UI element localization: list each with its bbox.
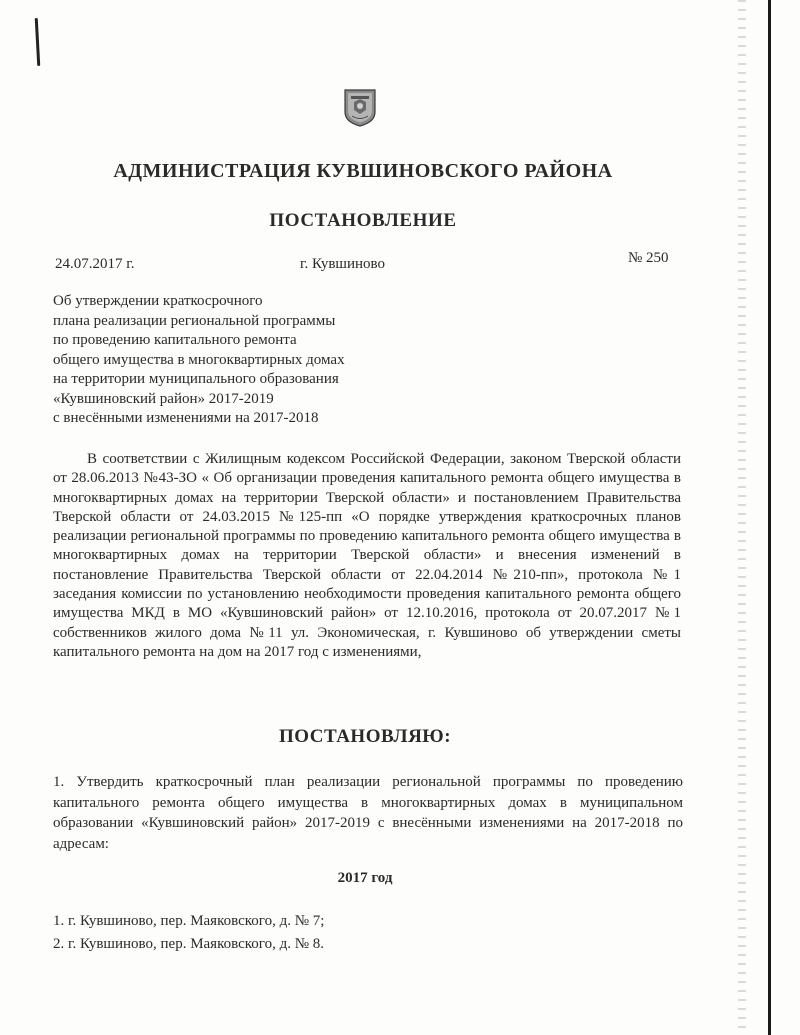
decree-heading: ПОСТАНОВЛЯЮ:: [278, 726, 452, 747]
subject-line: «Кувшиновский район» 2017-2019: [53, 390, 274, 407]
subject-line: Об утверждении краткосрочного: [53, 293, 263, 309]
document-subject: [53, 292, 345, 429]
administration-title: АДМИНИСТРАЦИЯ КУВШИНОВСКОГО РАЙОНА: [113, 160, 613, 182]
handwritten-mark: [35, 18, 41, 66]
document-type-heading: ПОСТАНОВЛЕНИЕ: [269, 210, 457, 231]
address-item: 1. г. Кувшиново, пер. Маяковского, д. № 7;: [53, 913, 325, 929]
scan-border-line: [768, 0, 771, 1035]
subject-line: общего имущества в многоквартирных домах: [53, 351, 345, 368]
subject-line: по проведению капитального ремонта: [53, 332, 297, 348]
document-date: 24.07.2017 г.: [55, 256, 135, 272]
document-city: г. Кувшиново: [300, 256, 386, 272]
year-heading: 2017 год: [337, 870, 393, 886]
document-number: № 250: [628, 250, 669, 266]
subject-line: на территории муниципального образования: [53, 371, 339, 387]
coat-of-arms-emblem: [343, 88, 377, 128]
address-list: [53, 910, 324, 956]
clause-1: 1. Утвердить краткосрочный план реализации региональной программы по проведению капитального ремонта общего имущества в многоквартирных домах в муниципальном образовании «Кувшиновский район» 2017-2019 с внесёнными изменениями на 2017-2018 по адресам:: [53, 774, 683, 852]
subject-line: с внесёнными изменениями на 2017-2018: [53, 410, 319, 426]
address-item: 2. г. Кувшиново, пер. Маяковского, д. № 8.: [53, 936, 325, 952]
preamble-paragraph: В соответствии с Жилищным кодексом Российской Федерации, законом Тверской области от 28.06.2013 №43-ЗО « Об организации проведения капитального ремонта общего имущества в многоквартирных домах на территории Тверской области» и постановлением Правительства Тверской области от 24.03.2015 №125-пп «О порядке утверждения краткосрочных планов реализации региональной программы по проведению капитального ремонта общего имущества в многоквартирных домах на территории Тверской области» и внесения изменений в постановление Правительства Тверской области от 22.04.2014 №210-пп», протокола №1 заседания комиссии по установлению необходимости проведения капитального ремонта общего имущества МКД в МО «Кувшиновский район» от 12.10.2016, протокола от 20.07.2017 №1 собственников жилого дома №11 ул. Экономическая, г. Кувшиново об утверждении сметы капитального ремонта на дом на 2017 год с изменениями,: [53, 451, 681, 660]
scan-edge-artifact: [738, 0, 746, 1035]
subject-line: плана реализации региональной программы: [53, 312, 336, 329]
